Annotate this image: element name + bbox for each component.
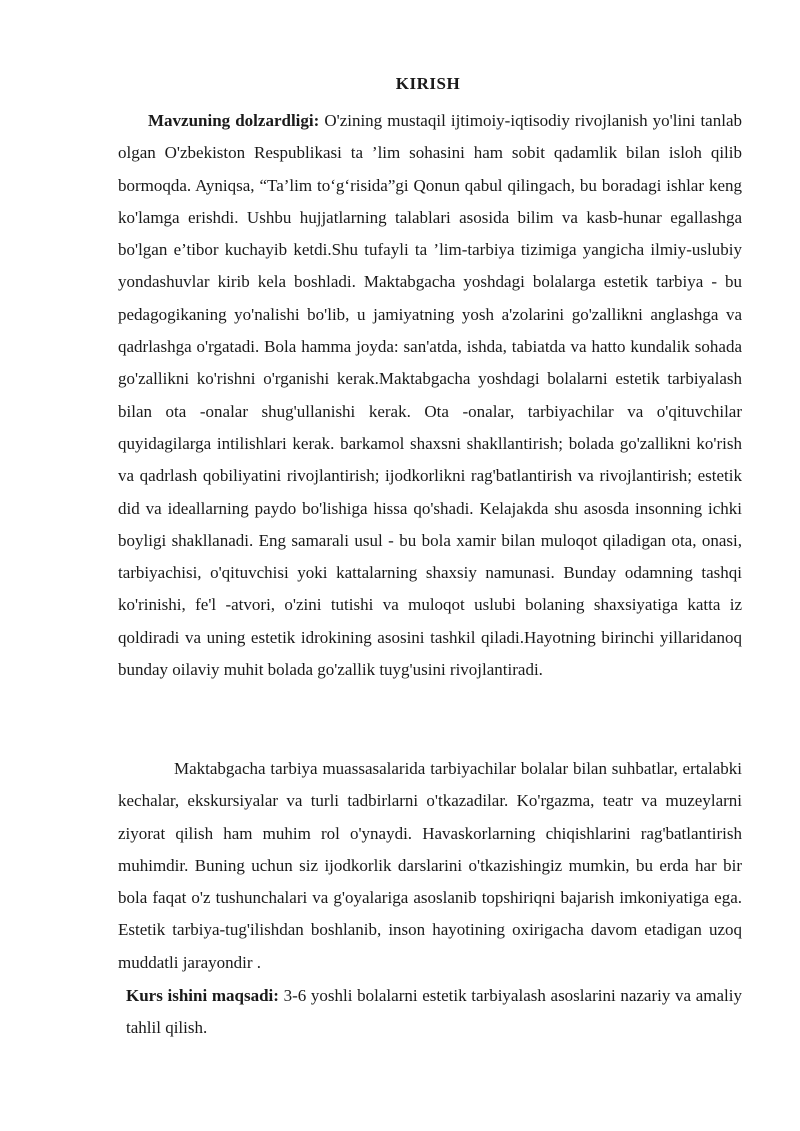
second-paragraph: Maktabgacha tarbiya muassasalarida tarbiyachilar bolalar bilan suhbatlar, ertalabki kechalar, ekskursiyalar va turli tadbirlarni o'tkazadilar. Ko'rgazma, teatr va muzeylarni ziyorat qilish ham muhim rol o'ynaydi. Havaskorlarning chiqishlarini rag'batlantirish muhimdir. Buning uchun siz ijodkorlik darslarini o'tkazishingiz mumkin, bu erda har bir bola faqat o'z tushunchalari va g'oyalariga asoslanib topshiriqni bajarish imkoniyatiga ega. Estetik tarbiya-tug'ilishdan boshlanib, inson hayotining oxirigacha davom etadigan uzoq muddatli jarayondir . xyxy=(118,759,742,972)
intro-lead: Mavzuning dolzardligi: xyxy=(148,111,320,130)
intro-text: O'zining mustaqil ijtimoiy-iqtisodiy rivojlanish yo'lini tanlab olgan O'zbekiston Respublikasi ta ’lim sohasini ham sobit qadamlik bilan isloh qilib bormoqda. Ayniqsa, “Ta’lim to‘g‘risida”gi Qonun qabul qilingach, bu boradagi ishlar keng ko'lamga erishdi. Ushbu hujjatlarning talablari asosida bilim va kasb-hunar egallashga bo'lgan e’tibor kuchayib ketdi.Shu tufayli ta ’lim-tarbiya tizimiga yangicha ilmiy-uslubiy yondashuvlar kirib kela boshladi. Maktabgacha yoshdagi bolalarga estetik tarbiya - bu pedagogikaning yo'nalishi bo'lib, u jamiyatning yosh a'zolarini go'zallikni anglashga va qadrlashga o'rgatadi. Bola hamma joyda: san'atda, ishda, tabiatda va hatto kundalik sohada go'zallikni ko'rishni o'rganishi kerak.Maktabgacha yoshdagi bolalarni estetik tarbiyalash bilan ota -onalar shug'ullanishi kerak. Ota -onalar, tarbiyachilar va o'qituvchilar quyidagilarga intilishlari kerak. barkamol shaxsni shakllantirish; bolada go'zallikni ko'rish va qadrlash qobiliyatini rivojlantirish; ijodkorlikni rag'batlantirish va rivojlantirish; estetik did va ideallarning paydo bo'lishiga hissa qo'shadi. Kelajakda shu asosda insonning ichki boyligi shakllanadi. Eng samarali usul - bu bola xamir bilan muloqot qiladigan ota, onasi, tarbiyachisi, o'qituvchisi yoki kattalarning shaxsiy namunasi. Bunday odamning tashqi ko'rinishi, fe'l -atvori, o'zini tutishi va muloqot uslubi bolaning shaxsiyatiga katta iz qoldiradi va uning estetik idrokining asosini tashkil qiladi.Hayotning birinchi yillaridanoq bunday oilaviy muhit bolada go'zallik tuyg'usini rivojlantiradi. xyxy=(118,111,742,680)
goal-lead: Kurs ishini maqsadi: xyxy=(126,986,279,1005)
document-title: KIRISH xyxy=(395,74,461,93)
goal-text: 3-6 yoshli bolalarni estetik tarbiyalash asoslarini nazariy va amaliy tahlil qilish. xyxy=(126,986,742,1038)
intro-paragraph xyxy=(118,105,742,686)
goal-paragraph xyxy=(126,980,742,1045)
